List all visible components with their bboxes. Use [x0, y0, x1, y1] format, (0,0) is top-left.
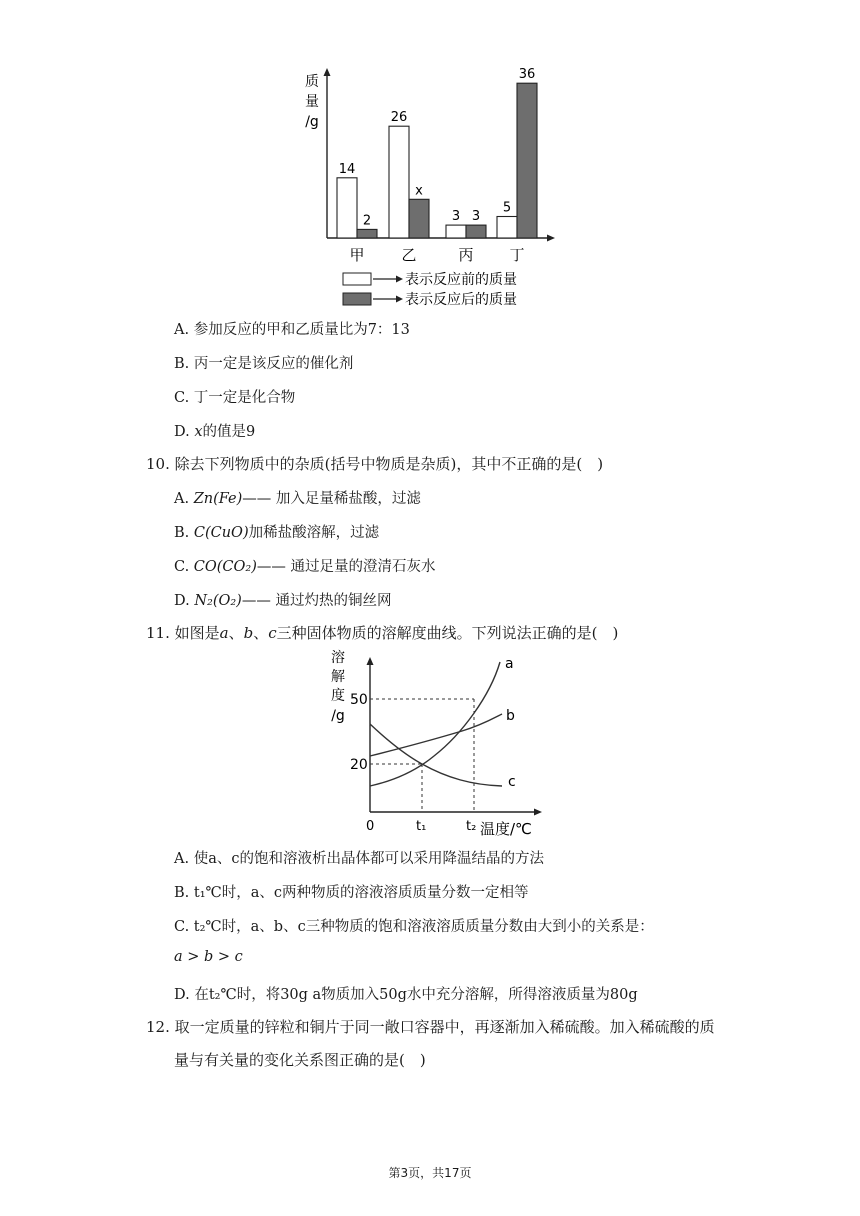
y-axis-label-char: 质	[305, 74, 319, 90]
option-letter: D.	[174, 593, 190, 609]
x-axis-arrow	[534, 809, 542, 816]
q10-option-b[interactable]	[174, 521, 379, 542]
q9-option-c[interactable]	[174, 386, 295, 407]
bar-before	[389, 126, 409, 238]
option-letter: C.	[174, 919, 190, 935]
question-text-line1: 取一定质量的锌粒和铜片于同一敞口容器中，再逐渐加入稀硫酸。加入稀硫酸的质	[174, 1018, 715, 1036]
bar-before	[337, 178, 357, 238]
category-label: 丙	[458, 246, 474, 264]
option-text: a > b > c	[174, 949, 243, 965]
curve-b	[370, 714, 502, 756]
option-text: 使a、c的饱和溶液析出晶体都可以采用降温结晶的方法	[193, 851, 544, 867]
bar-before	[497, 217, 517, 239]
question-number: 11.	[146, 624, 170, 642]
option-text: 在t₂℃时，将30g a物质加入50g水中充分溶解，所得溶液质量为80g	[194, 987, 638, 1003]
mass-bar-chart	[295, 60, 565, 312]
question-number: 12.	[146, 1018, 170, 1036]
question-text-pre: 如图是	[174, 624, 220, 642]
q11-option-a[interactable]	[174, 847, 544, 868]
bar-data-label: 36	[518, 67, 536, 83]
question-11-stem: 11. 如图是a、b、c三种固体物质的溶解度曲线。下列说法正确的是( )	[146, 624, 619, 642]
option-letter: A.	[174, 851, 190, 867]
y-axis-label-char: 溶	[331, 650, 345, 666]
option-letter: B.	[174, 885, 190, 901]
q9-option-d[interactable]	[174, 420, 255, 441]
var-a: a	[219, 624, 229, 642]
option-formula: Zn(Fe)	[193, 491, 243, 507]
category-label: 丁	[509, 246, 525, 264]
q11-option-d[interactable]	[174, 983, 638, 1004]
var-c: c	[268, 624, 277, 642]
bar-data-label: 2	[362, 213, 372, 229]
x-tick-t2: t₂	[466, 819, 477, 834]
option-text: —— 通过足量的澄清石灰水	[256, 559, 436, 575]
legend-label-after: 表示反应后的质量	[405, 292, 517, 308]
option-letter: D.	[174, 424, 190, 440]
bar-data-label: 26	[390, 110, 408, 126]
curve-label-c: c	[508, 774, 516, 790]
bar-data-label: x	[415, 183, 423, 199]
var-b: b	[243, 624, 254, 642]
x-axis-label: 温度/℃	[480, 820, 532, 838]
x-tick-0: 0	[366, 819, 375, 834]
bar-before	[446, 225, 466, 238]
q11-option-b[interactable]	[174, 881, 529, 902]
bar-after	[409, 199, 429, 238]
y-axis-label-char: /g	[331, 708, 345, 724]
question-number: 10.	[146, 455, 170, 473]
q11-option-c-continued	[174, 949, 243, 965]
bar-after	[357, 229, 377, 238]
bar-data-label: 14	[338, 161, 356, 177]
y-axis-label-char: 度	[331, 688, 345, 704]
bar-after	[466, 225, 486, 238]
question-12-stem	[146, 1016, 715, 1037]
question-text: 除去下列物质中的杂质(括号中物质是杂质)，其中不正确的是( )	[174, 455, 604, 473]
q9-option-a[interactable]	[174, 318, 410, 339]
option-text: 丙一定是该反应的催化剂	[193, 356, 354, 372]
question-12-stem-line2	[174, 1049, 426, 1070]
x-axis-arrow	[547, 235, 555, 242]
y-tick-50: 50	[350, 692, 368, 708]
q10-option-d[interactable]	[174, 589, 391, 610]
y-axis-arrow	[324, 68, 331, 76]
option-text: t₁℃时，a、c两种物质的溶液溶质质量分数一定相等	[193, 885, 529, 901]
question-10-stem	[146, 453, 603, 474]
curve-label-a: a	[505, 656, 514, 672]
option-letter: A.	[174, 322, 190, 338]
bar-data-label: 3	[451, 209, 461, 225]
option-formula: N₂(O₂)	[194, 593, 242, 609]
option-text: t₂℃时，a、b、c三种物质的饱和溶液溶质质量分数由大到小的关系是：	[193, 919, 654, 935]
category-label: 甲	[349, 246, 365, 264]
question-text-post: 三种固体物质的溶解度曲线。下列说法正确的是( )	[276, 624, 619, 642]
option-text: 丁一定是化合物	[193, 390, 296, 406]
option-letter: D.	[174, 987, 190, 1003]
y-axis-label-char: /g	[305, 114, 319, 130]
option-letter: C.	[174, 390, 190, 406]
option-letter: C.	[174, 559, 190, 575]
bar-data-label: 3	[471, 209, 481, 225]
page-number: 第3页，共17页	[388, 1166, 472, 1180]
q10-option-a[interactable]	[174, 487, 421, 508]
x-tick-t1: t₁	[416, 819, 427, 834]
y-tick-20: 20	[350, 757, 368, 773]
option-text: 参加反应的甲和乙质量比为7：13	[193, 322, 410, 338]
bar-data-label: 5	[502, 200, 512, 216]
q10-option-c[interactable]	[174, 555, 436, 576]
option-letter: B.	[174, 525, 190, 541]
category-label: 乙	[401, 246, 417, 264]
curve-label-b: b	[506, 708, 515, 724]
option-formula: C(CuO)	[193, 525, 249, 541]
option-variable: x	[194, 424, 203, 440]
y-axis-label-char: 量	[305, 94, 319, 110]
legend-swatch-before	[343, 273, 371, 285]
option-text: —— 通过灼热的铜丝网	[241, 593, 392, 609]
legend-swatch-after	[343, 293, 371, 305]
legend-label-before: 表示反应前的质量	[405, 272, 517, 288]
q11-option-c[interactable]	[174, 915, 654, 936]
option-text: 加稀盐酸溶解，过滤	[248, 525, 380, 541]
y-axis-label-char: 解	[331, 669, 345, 685]
q9-option-b[interactable]	[174, 352, 353, 373]
option-letter: A.	[174, 491, 190, 507]
page-footer	[0, 1164, 860, 1181]
bar-after	[517, 83, 537, 238]
option-text: 的值是9	[202, 424, 256, 440]
solubility-curve-chart	[322, 648, 547, 840]
y-axis-arrow	[367, 657, 374, 665]
option-text: —— 加入足量稀盐酸，过滤	[242, 491, 421, 507]
question-text-line2: 量与有关量的变化关系图正确的是( )	[174, 1051, 426, 1069]
option-formula: CO(CO₂)	[193, 559, 257, 575]
option-letter: B.	[174, 356, 190, 372]
